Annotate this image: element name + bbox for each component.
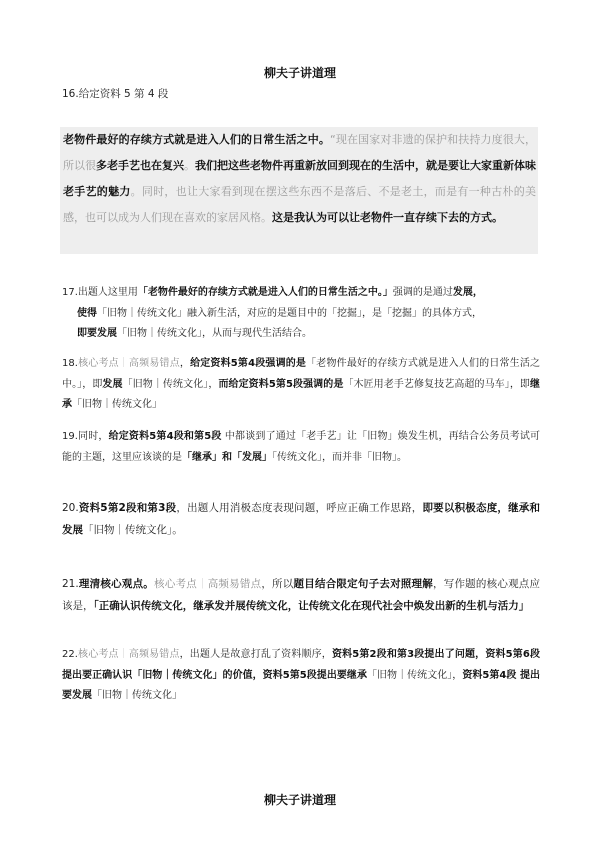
note-emphasis: 即要以积极态度，继承和发展 xyxy=(62,502,541,536)
note-emphasis: 题目结合限定句子去对照理解 xyxy=(293,578,433,590)
note-number: 17. xyxy=(62,287,78,298)
note-emphasis: 使得 xyxy=(77,307,97,319)
note-text: 「旧物｜传统文化」， xyxy=(122,378,219,390)
note-emphasis: 资料5第4段 提出要发展 xyxy=(62,669,540,701)
quote-key-sentence: 老物件最好的存续方式就是进入人们的日常生活之中。 xyxy=(63,133,331,146)
page-header-title: 柳夫子讲道理 xyxy=(263,66,336,80)
tag-separator: ｜ xyxy=(118,358,129,369)
note-emphasis: 而给定资料5第5段强调的是 xyxy=(218,378,344,390)
tag-separator: ｜ xyxy=(196,578,208,590)
note-number: 22. xyxy=(62,649,78,660)
note-emphasis: 资料5第2段和第3段 xyxy=(78,502,177,514)
note-emphasis: 「老物件最好的存续方式就是进入人们的日常生活之中。」 xyxy=(137,287,393,298)
note-text: ，出题人用消极态度表现问题，呼应正确工作思路， xyxy=(176,502,423,514)
note-emphasis: 即要发展 xyxy=(77,328,117,339)
note-21 xyxy=(62,573,540,617)
note-emphasis: 发展， xyxy=(452,287,483,298)
note-22 xyxy=(62,645,540,707)
note-19 xyxy=(62,427,540,468)
note-emphasis: 继承 xyxy=(62,378,541,410)
note-text: 「旧物｜传统文化」融入新生活，对应的是题目中的「挖掘」，是「挖掘」的具体方式， xyxy=(97,307,482,319)
quote-emphasis: 多老手艺也在复兴 xyxy=(96,159,184,172)
note-text: 「传统文化」，而并非「旧物」。 xyxy=(272,451,407,463)
note-text: 「旧物｜传统文化」 xyxy=(92,690,182,701)
note-text: 中都谈到了通过「老手艺」让「旧物」焕发生机，再结合公务员考试可能的主题，这里应该谈的是 xyxy=(62,431,541,463)
question-16-label: 16.给定资料 5 第 4 段 xyxy=(62,88,169,100)
note-emphasis: 「继承」和「发展」 xyxy=(182,451,272,463)
note-emphasis: 给定资料5第4段强调的是 xyxy=(190,358,307,369)
note-emphasis: 给定资料5第4段和第5段 xyxy=(108,431,222,442)
core-viewpoint: 「正确认识传统文化，继承发并展传统文化，让传统文化在现代社会中焕发出新的生机与活力」 xyxy=(93,600,530,612)
tag-error-prone: 高频易错点 xyxy=(128,649,180,660)
note-number: 19. xyxy=(62,431,78,442)
note-text: ，写作题的核心观点应该是， xyxy=(62,578,541,612)
quote-text: 。同时，也让大家看到现在摆这些东西不是落后、不是老土，而是有一种古朴的美感，也可以成为人们现在喜欢的家居风格。 xyxy=(63,185,536,224)
note-text: 「旧物｜传统文化」， xyxy=(366,669,463,681)
tag-core-point: 核心考点 xyxy=(154,578,197,590)
quote-conclusion: 这是我认为可以让老物件一直存续下去的方式。 xyxy=(272,211,503,224)
note-text: 「老物件最好的存续方式就是进入人们的日常生活之中。」，即 xyxy=(62,358,541,390)
tag-error-prone: 高频易错点 xyxy=(207,578,262,590)
note-emphasis: 理清核心观点。 xyxy=(78,578,155,590)
tag-separator: ｜ xyxy=(118,649,129,660)
tag-core-point: 核心考点 xyxy=(77,358,119,369)
source-quote-block xyxy=(60,127,538,254)
page-footer-title: 柳夫子讲道理 xyxy=(263,793,336,807)
note-text: ，所以 xyxy=(261,578,294,590)
note-text: 同时， xyxy=(77,431,109,442)
note-number: 18. xyxy=(62,358,78,369)
note-number: 21. xyxy=(62,578,79,590)
note-18 xyxy=(62,354,540,416)
note-17 xyxy=(62,283,540,345)
note-text: 「旧物｜传统文化」，从而与现代生活结合。 xyxy=(117,328,312,339)
tag-error-prone: 高频易错点 xyxy=(128,358,180,369)
quote-text: “现在国家对非遗的保护和扶持力度很大，所以很 xyxy=(63,133,536,172)
note-text: ， xyxy=(179,358,191,369)
note-emphasis: 资料5第2段和第3段提出了问题，资料5第6段提出要正确认识「旧物｜传统文化」的价值，资料5第5段提出要继承 xyxy=(62,649,541,681)
note-text: 「旧物｜传统文化」 xyxy=(72,399,162,410)
note-20 xyxy=(62,497,540,541)
note-emphasis: 发展 xyxy=(102,378,123,390)
note-text: ，出题人是故意打乱了资料顺序， xyxy=(179,649,332,660)
note-text: 出题人这里用 xyxy=(77,287,138,298)
tag-core-point: 核心考点 xyxy=(77,649,119,660)
quote-emphasis: 我们把这些老物件再重新放回到现在的生活中，就是要让大家重新体味老手艺的魅力 xyxy=(63,159,536,198)
note-text: 强调的是通过 xyxy=(392,287,453,298)
note-text: 「木匠用老手艺修复技艺高超的马车」，即 xyxy=(343,378,531,390)
quote-text: 。 xyxy=(184,159,195,172)
note-number: 20. xyxy=(62,502,79,514)
note-text: 「旧物｜传统文化」。 xyxy=(83,524,183,536)
